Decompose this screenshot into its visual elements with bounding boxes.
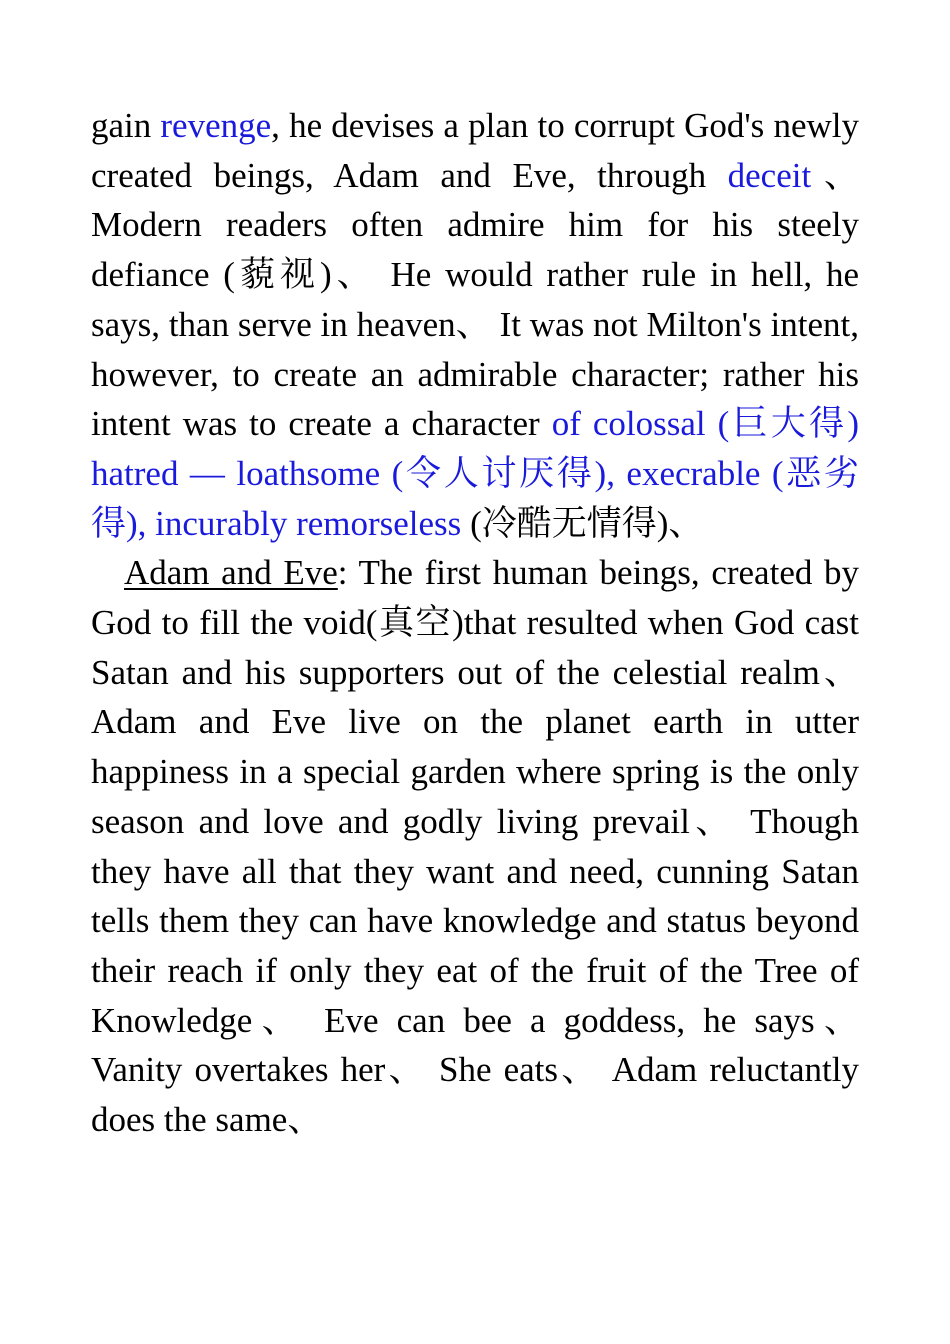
- section-heading-adam-and-eve: Adam and Eve: [124, 553, 338, 593]
- paragraph-satan: [91, 101, 859, 548]
- text-segment: (冷酷无情得)、: [461, 503, 704, 543]
- term-deceit: deceit: [727, 155, 812, 195]
- text-segment: 、 Modern readers often admire him for his steely defiance (藐视)、 He would rather rule in hell, he says, than serve in heaven、 It was not Milton's intent, however, to create an admirable character; rather his intent was to create a character: [91, 155, 859, 444]
- text-segment: gain: [91, 106, 161, 145]
- text-segment: : The first human beings, created by God to fill the void(真空)that resulted when God cast Satan and his supporters out of the celestial realm、 Adam and Eve live on the planet earth in utter happiness in a special garden where spring is the only season and love and godly living prevail、 Though they have all that they want and need, cunning Satan tells them they can have knowledge and status beyond their reach if only they eat of the fruit of the Tree of Knowledge、 Eve can bee a goddess, he says、 Vanity overtakes her、 She eats、 Adam reluctantly does the same、: [91, 553, 860, 1140]
- term-revenge: revenge: [160, 106, 272, 145]
- document-page: [91, 101, 859, 1145]
- term-hatred-phrase: of colossal (巨大得) hatred — loathsome (令人讨厌得), execrable (恶劣得), incurably remorseless: [91, 404, 859, 543]
- paragraph-adam-and-eve: [91, 548, 859, 1144]
- text-segment: , he devises a plan to corrupt God's newly created beings, Adam and Eve, through: [91, 106, 859, 195]
